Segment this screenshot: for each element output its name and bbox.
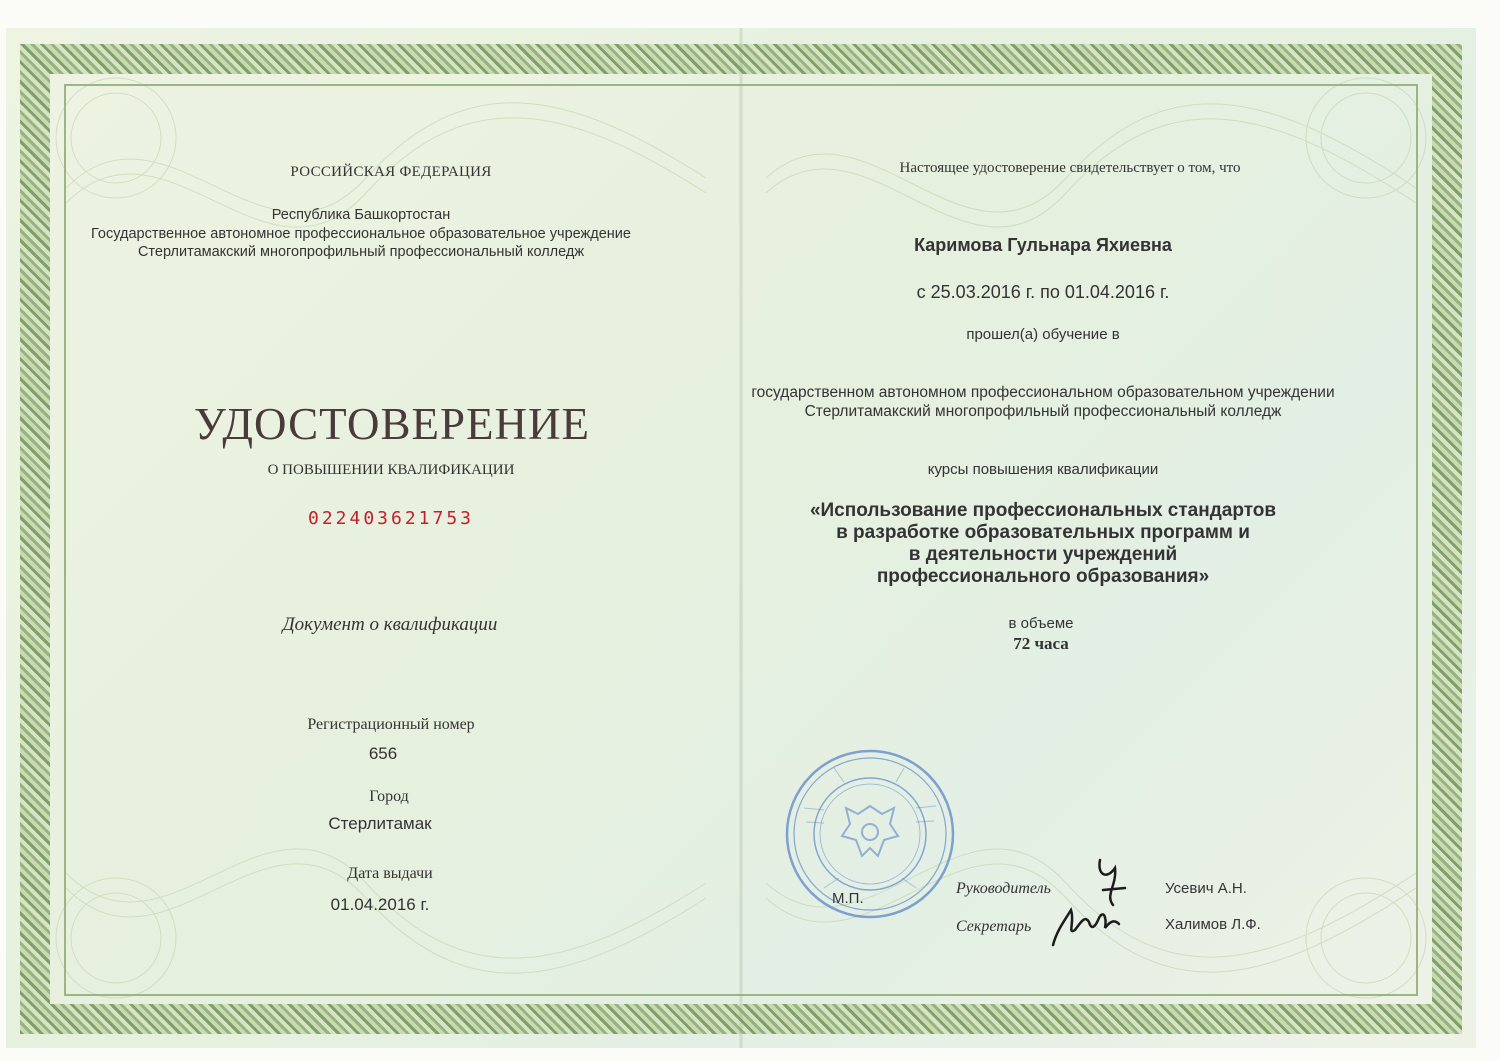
official-seal [784, 748, 956, 920]
document-title: УДОСТОВЕРЕНИЕ [194, 399, 590, 449]
completed-label: прошел(а) обучение в [966, 326, 1120, 343]
course-type: курсы повышения квалификации [927, 461, 1159, 478]
secretary-label: Секретарь [956, 918, 1032, 935]
document-subtitle: О ПОВЫШЕНИИ КВАЛИФИКАЦИИ [267, 462, 515, 478]
registration-value: 656 [368, 744, 398, 763]
region-line: Республика Башкортостан [271, 207, 451, 223]
registration-label: Регистрационный номер [307, 716, 475, 733]
city-value: Стерлитамак [328, 814, 432, 833]
training-period: с 25.03.2016 г. по 01.04.2016 г. [916, 282, 1170, 302]
stamp-label: М.П. [832, 890, 864, 907]
serial-number: 022403621753 [307, 508, 475, 529]
organization-line-2: Стерлитамакский многопрофильный профессиональный колледж [804, 403, 1282, 420]
course-title-line: «Использование профессиональных стандартов [809, 500, 1277, 521]
issue-date-label: Дата выдачи [347, 865, 433, 882]
document-kind: Документ о квалификации [282, 614, 498, 635]
head-label: Руководитель [956, 880, 1051, 897]
course-title-line: в разработке образовательных программ и [836, 522, 1250, 543]
city-label: Город [369, 788, 409, 805]
institution-name-line: Стерлитамакский многопрофильный профессиональный колледж [137, 244, 585, 260]
page-fold [739, 28, 743, 1048]
certificate-intro: Настоящее удостоверение свидетельствует о том, что [899, 160, 1241, 176]
course-title [810, 500, 1276, 588]
issue-date-value: 01.04.2016 г. [330, 895, 430, 914]
institution-type-line: Государственное автономное профессиональное образовательное учреждение [91, 226, 631, 242]
person-name: Каримова Гульнара Яхиевна [914, 235, 1172, 255]
volume-label: в объеме [1008, 615, 1074, 632]
course-title-line: в деятельности учреждений [908, 544, 1178, 565]
course-title-line: профессионального образования» [876, 566, 1210, 587]
head-name: Усевич А.Н. [1165, 880, 1247, 897]
secretary-name: Халимов Л.Ф. [1165, 916, 1261, 933]
organization-line-1: государственном автономном профессиональном образовательном учреждении [751, 384, 1335, 401]
signatures [1045, 850, 1130, 950]
country-heading: РОССИЙСКАЯ ФЕДЕРАЦИЯ [290, 164, 492, 180]
volume-value: 72 часа [1013, 634, 1069, 653]
